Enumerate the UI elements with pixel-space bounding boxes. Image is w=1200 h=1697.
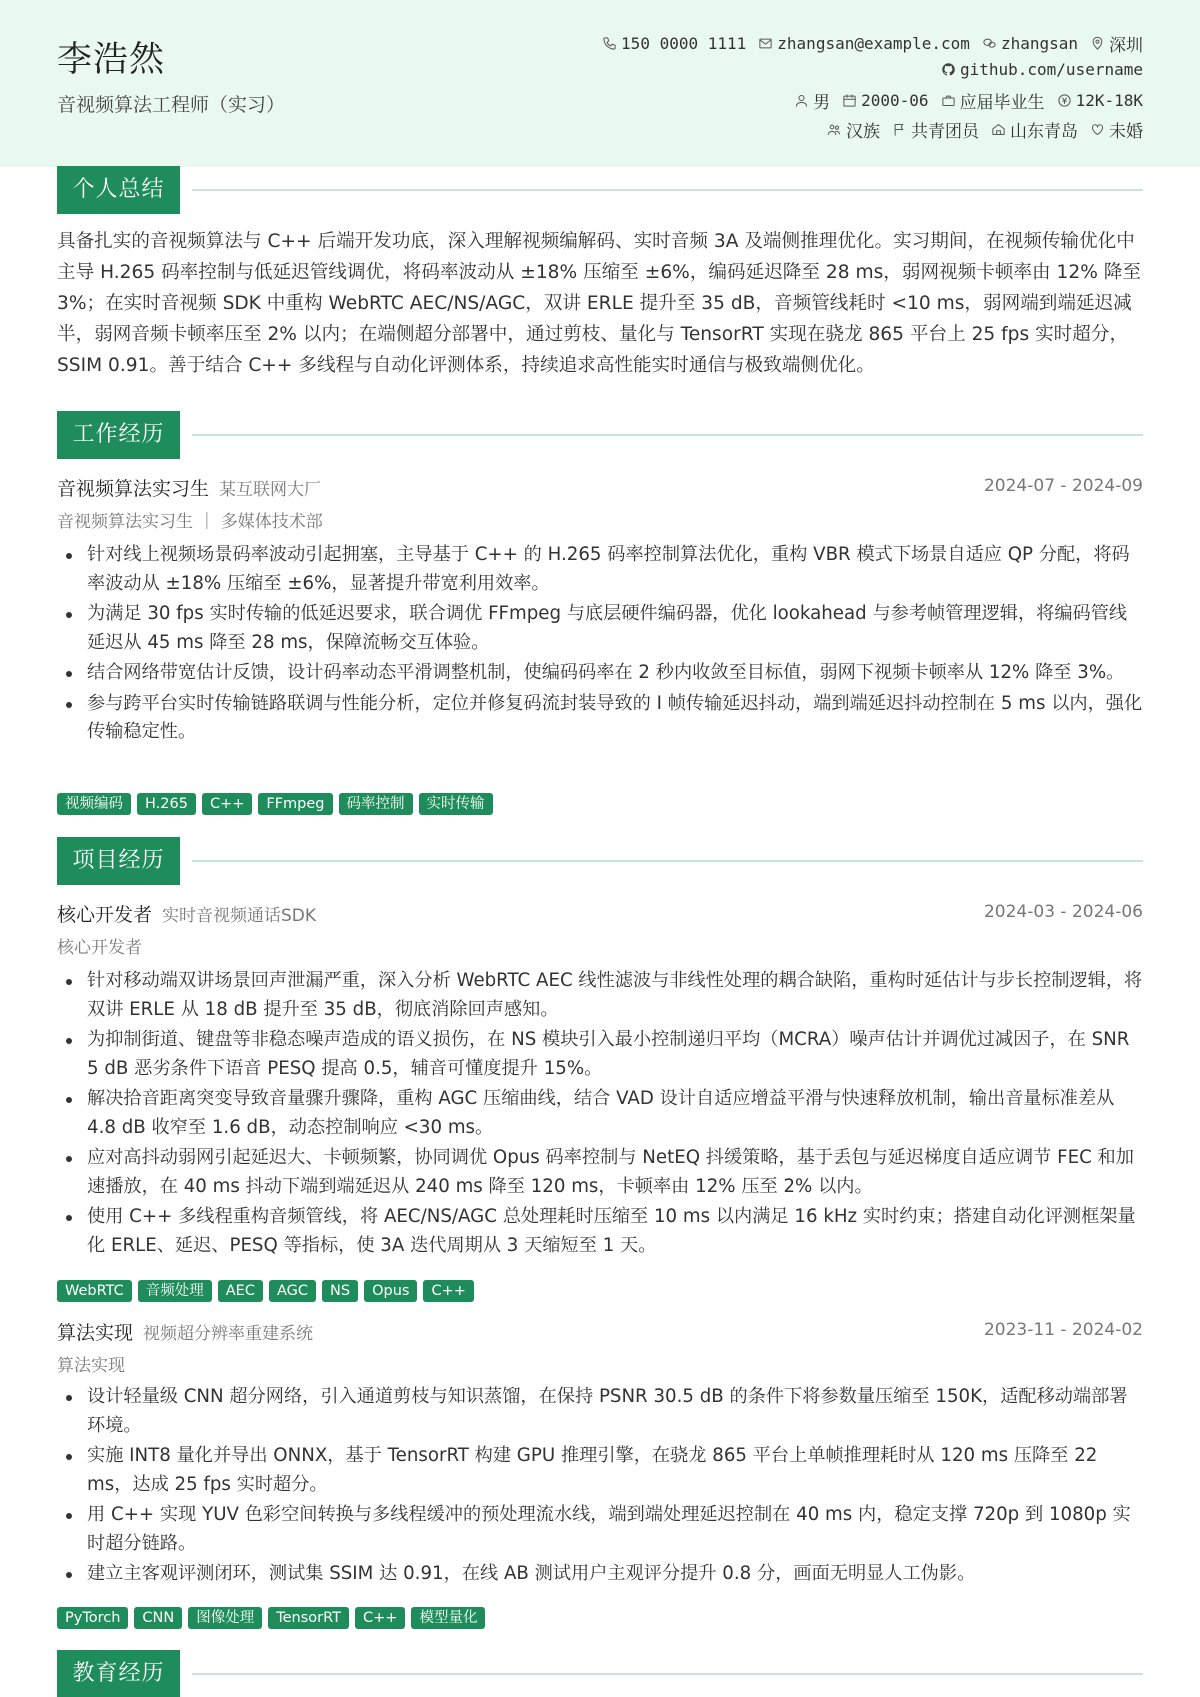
skill-tag: 音频处理	[138, 1280, 212, 1302]
salary-text: 12K-18K	[1075, 91, 1143, 110]
skill-tag: WebRTC	[57, 1280, 132, 1302]
skill-tag: H.265	[137, 793, 196, 815]
hometown-item	[991, 117, 1078, 142]
phone-icon	[602, 36, 617, 51]
entry-date: 2024-07 - 2024-09	[983, 476, 1143, 496]
city-item	[1090, 31, 1143, 56]
project-entry-header	[57, 900, 1143, 926]
list-item: 用 C++ 实现 YUV 色彩空间转换与多线程缓冲的预处理流水线，端到端处理延迟控制在 40 ms 内，稳定支撑 720p 到 1080p 实时超分链路。	[57, 1501, 1143, 1558]
skill-tag: C++	[423, 1280, 473, 1302]
list-item: 针对线上视频场景码率波动引起拥塞，主导基于 C++ 的 H.265 码率控制算法优化，重构 VBR 模式下场景自适应 QP 分配，将码率波动从 ±18% 压缩至 ±6%，显著提升带宽利用效率。	[57, 541, 1143, 598]
heart-icon	[1090, 122, 1105, 137]
skill-tag: C++	[355, 1607, 405, 1629]
user-icon	[794, 93, 809, 108]
skill-tag: AEC	[218, 1280, 263, 1302]
skill-tag: TensorRT	[268, 1607, 349, 1629]
political-item	[892, 117, 979, 142]
skill-tag: 模型量化	[411, 1607, 485, 1629]
salary-item	[1057, 91, 1143, 110]
skill-tag: 图像处理	[188, 1607, 262, 1629]
marital-text: 未婚	[1109, 122, 1143, 142]
work-bullets	[57, 541, 1143, 749]
project-bullets	[57, 967, 1143, 1262]
email-text: zhangsan@example.com	[777, 34, 970, 53]
list-item: 针对移动端双讲场景回声泄漏严重，深入分析 WebRTC AEC 线性滤波与非线性处理的耦合缺陷，重构时延估计与步长控制逻辑，将双讲 ERLE 从 18 dB 提升至 35 dB，彻底消除回声感知。	[57, 967, 1143, 1024]
wechat-icon	[982, 36, 997, 51]
skill-tag: 码率控制	[339, 793, 413, 815]
skill-tag: FFmpeg	[258, 793, 332, 815]
work-entry-header	[57, 474, 1143, 500]
candidate-name: 李浩然	[57, 40, 166, 80]
section-title: 项目经历	[57, 837, 180, 885]
briefcase-icon	[941, 93, 956, 108]
list-item: 为抑制街道、键盘等非稳态噪声造成的语义损伤，在 NS 模块引入最小控制递归平均（MCRA）噪声估计并调优过减因子，在 SNR 5 dB 恶劣条件下语音 PESQ 提高 0.5，辅音可懂度提升 15%。	[57, 1026, 1143, 1083]
project-tags	[57, 1280, 474, 1302]
skill-tag: PyTorch	[57, 1607, 128, 1629]
list-item: 实施 INT8 量化并导出 ONNX，基于 TensorRT 构建 GPU 推理引擎，在骁龙 865 平台上单帧推理耗时从 120 ms 压降至 22 ms，达成 25 fps 实时超分。	[57, 1442, 1143, 1499]
people-icon	[827, 122, 842, 137]
project-bullets	[57, 1383, 1143, 1591]
gender-text: 男	[813, 93, 831, 113]
github-text: github.com/username	[959, 60, 1143, 79]
calendar-icon	[842, 93, 857, 108]
resume-header	[0, 0, 1200, 167]
contact-row-2	[941, 60, 1143, 79]
list-item: 参与跨平台实时传输链路联调与性能分析，定位并修复码流封装导致的 I 帧传输延迟抖动，端到端延迟抖动控制在 5 ms 以内，强化传输稳定性。	[57, 690, 1143, 747]
list-item: 结合网络带宽估计反馈，设计码率动态平滑调整机制，使编码码率在 2 秒内收敛至目标值，弱网下视频卡顿率从 12% 降至 3%。	[57, 659, 1143, 688]
wechat-item[interactable]	[982, 34, 1078, 53]
section-divider	[192, 434, 1143, 436]
status-text: 应届毕业生	[959, 93, 1045, 113]
money-icon	[1057, 93, 1072, 108]
entry-subtitle: 算法实现	[57, 1356, 125, 1376]
candidate-title: 音视频算法工程师（实习）	[57, 94, 286, 116]
entry-subtitle: 音视频算法实习生 ｜ 多媒体技术部	[57, 512, 323, 532]
skill-tag: 视频编码	[57, 793, 131, 815]
phone-text: 150 0000 1111	[621, 34, 747, 53]
entry-date: 2023-11 - 2024-02	[983, 1320, 1143, 1340]
skill-tag: NS	[322, 1280, 358, 1302]
entry-subtitle: 核心开发者	[57, 938, 142, 958]
list-item: 为满足 30 fps 实时传输的低延迟要求，联合调优 FFmpeg 与底层硬件编码器，优化 lookahead 与参考帧管理逻辑，将编码管线延迟从 45 ms 降至 28 ms，保障流畅交互体验。	[57, 600, 1143, 657]
skill-tag: Opus	[364, 1280, 417, 1302]
work-tags	[57, 793, 493, 815]
phone-item[interactable]	[602, 34, 746, 53]
wechat-text: zhangsan	[1000, 34, 1078, 53]
entry-org: 某互联网大厂	[219, 480, 322, 500]
gender-item	[794, 88, 830, 113]
entry-role: 算法实现	[57, 1322, 134, 1344]
list-item: 使用 C++ 多线程重构音频管线，将 AEC/NS/AGC 总处理耗时压缩至 10 ms 以内满足 16 kHz 实时约束；搭建自动化评测框架量化 ERLE、延迟、PESQ 等指标，使 3A 迭代周期从 3 天缩短至 1 天。	[57, 1203, 1143, 1260]
skill-tag: AGC	[269, 1280, 316, 1302]
list-item: 解决拾音距离突变导致音量骤升骤降，重构 AGC 压缩曲线，结合 VAD 设计自适应增益平滑与快速释放机制，输出音量标准差从 4.8 dB 收窄至 1.6 dB，动态控制响应 <30 ms。	[57, 1085, 1143, 1142]
github-item[interactable]	[941, 60, 1143, 79]
marital-item	[1090, 117, 1143, 142]
contact-row-4	[827, 117, 1143, 142]
github-icon	[941, 62, 956, 77]
summary-text: 具备扎实的音视频算法与 C++ 后端开发功底，深入理解视频编解码、实时音频 3A 及端侧推理优化。实习期间，在视频传输优化中主导 H.265 码率控制与低延迟管线调优，将码率波动从 ±18% 压缩至 ±6%，编码延迟降至 28 ms，弱网视频卡顿率由 12% 降至 3%；在实时音视频 SDK 中重构 WebRTC AEC/NS/AGC，双讲 ERLE 提升至 35 dB，音频管线耗时 <10 ms，弱网端到端延迟减半，弱网音频卡顿率压至 2% 以内；在端侧超分部署中，通过剪枝、量化与 TensorRT 实现在骁龙 865 平台上 25 fps 实时超分，SSIM 0.91。善于结合 C++ 多线程与自动化评测体系，持续追求高性能实时通信与极致端侧优化。	[57, 231, 1141, 376]
entry-role: 音视频算法实习生	[57, 478, 210, 500]
list-item: 应对高抖动弱网引起延迟大、卡顿频繁，协同调优 Opus 码率控制与 NetEQ 抖缓策略，基于丢包与延迟梯度自适应调节 FEC 和加速播放，在 40 ms 抖动下端到端延迟从 240 ms 降至 120 ms，卡顿率由 12% 压至 2% 以内。	[57, 1144, 1143, 1201]
entry-org: 视频超分辨率重建系统	[143, 1324, 314, 1344]
section-summary	[57, 166, 1143, 214]
section-divider	[192, 1673, 1143, 1675]
entry-org: 实时音视频通话SDK	[162, 906, 317, 926]
home-icon	[991, 122, 1006, 137]
contact-row-1	[602, 31, 1143, 56]
section-title: 工作经历	[57, 411, 180, 459]
skill-tag: C++	[202, 793, 252, 815]
section-work	[57, 411, 1143, 459]
location-icon	[1090, 36, 1105, 51]
skill-tag: 实时传输	[419, 793, 493, 815]
list-item: 设计轻量级 CNN 超分网络，引入通道剪枝与知识蒸馏，在保持 PSNR 30.5 dB 的条件下将参数量压缩至 150K，适配移动端部署环境。	[57, 1383, 1143, 1440]
section-divider	[192, 860, 1143, 862]
project-tags	[57, 1607, 485, 1629]
section-projects	[57, 837, 1143, 885]
status-item	[941, 88, 1045, 113]
section-title: 个人总结	[57, 166, 180, 214]
entry-date: 2024-03 - 2024-06	[983, 902, 1143, 922]
project-entry-header	[57, 1318, 1143, 1344]
entry-role: 核心开发者	[57, 904, 153, 926]
birth-item	[842, 91, 928, 110]
contact-row-3	[794, 88, 1143, 113]
city-text: 深圳	[1109, 36, 1143, 56]
section-divider	[192, 189, 1143, 191]
section-education	[57, 1650, 1143, 1697]
list-item: 建立主客观评测闭环，测试集 SSIM 达 0.91，在线 AB 测试用户主观评分提升 0.8 分，画面无明显人工伪影。	[57, 1560, 1143, 1589]
email-item[interactable]	[758, 34, 970, 53]
flag-icon	[892, 122, 907, 137]
hometown-text: 山东青岛	[1010, 122, 1078, 142]
mail-icon	[758, 36, 773, 51]
ethnicity-text: 汉族	[846, 122, 880, 142]
section-title: 教育经历	[57, 1650, 180, 1697]
birth-text: 2000-06	[861, 91, 929, 110]
ethnicity-item	[827, 117, 880, 142]
skill-tag: CNN	[134, 1607, 182, 1629]
political-text: 共青团员	[911, 122, 979, 142]
